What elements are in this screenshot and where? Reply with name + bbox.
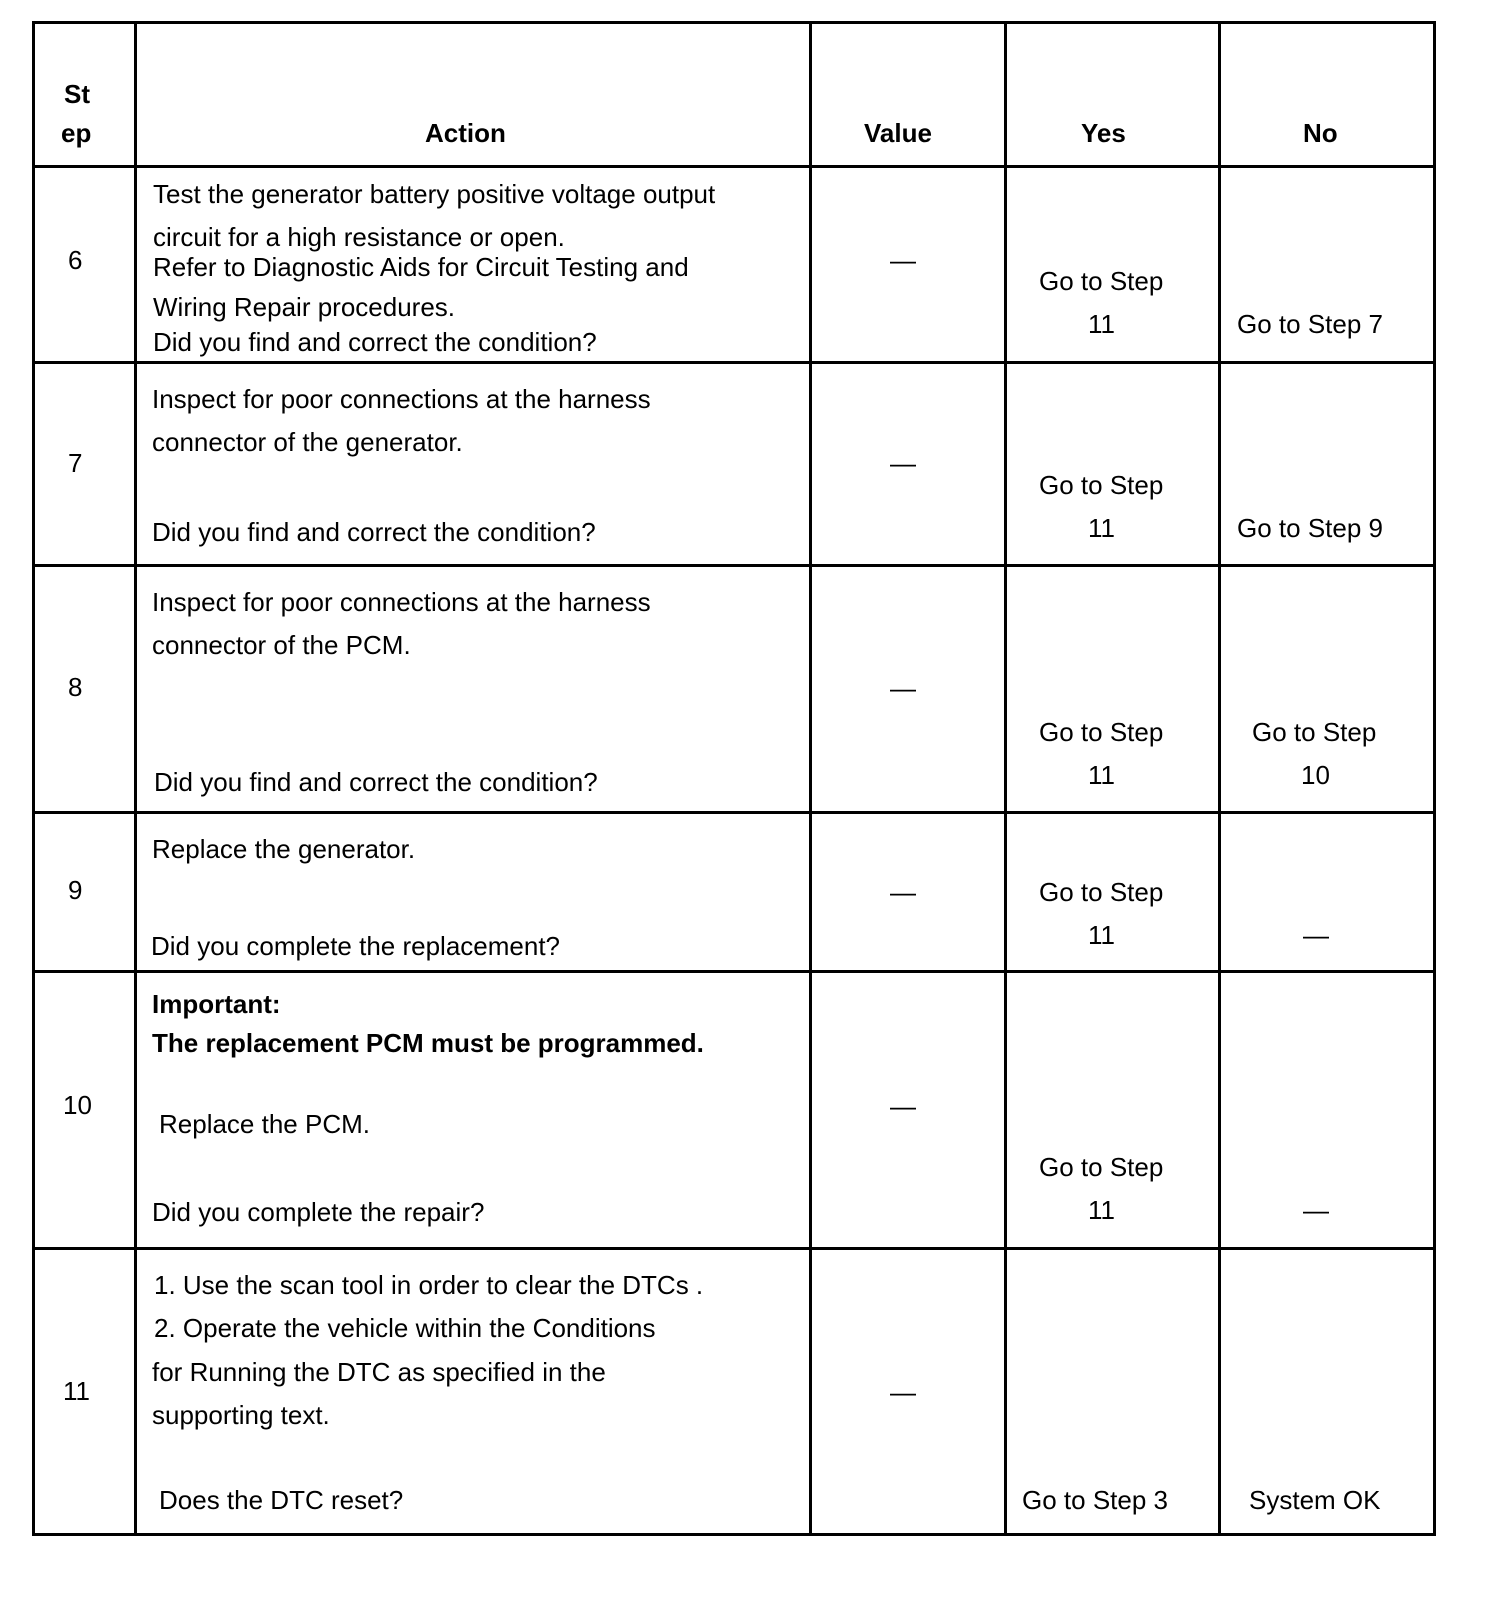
step-number: 9 bbox=[68, 875, 83, 905]
action-line: circuit for a high resistance or open. bbox=[153, 222, 565, 252]
action-line: 1. Use the scan tool in order to clear the DTCs . bbox=[154, 1270, 704, 1300]
table-row bbox=[34, 566, 1435, 813]
header-no-cell bbox=[1220, 23, 1435, 167]
yes-cell bbox=[1006, 972, 1220, 1249]
value-dash: — bbox=[890, 1377, 916, 1407]
value-dash: — bbox=[890, 448, 916, 478]
important-text: The replacement PCM must be programmed. bbox=[152, 1028, 704, 1058]
action-cell bbox=[136, 167, 811, 363]
yes-line1: Go to Step bbox=[1039, 1152, 1164, 1182]
value-dash: — bbox=[890, 673, 916, 703]
yes-line1: Go to Step bbox=[1039, 717, 1164, 747]
diagnostic-table bbox=[32, 21, 1436, 1536]
yes-cell bbox=[1006, 1249, 1220, 1535]
action-line: Refer to Diagnostic Aids for Circuit Testing and bbox=[153, 252, 689, 282]
yes-line2: 11 bbox=[1088, 760, 1115, 790]
value-cell bbox=[811, 566, 1006, 813]
value-dash: — bbox=[890, 245, 916, 275]
value-dash: — bbox=[890, 877, 916, 907]
step-cell bbox=[34, 813, 136, 972]
action-line: Inspect for poor connections at the harness bbox=[152, 384, 651, 414]
header-step-line1: St bbox=[64, 79, 90, 109]
yes-line2: 11 bbox=[1088, 920, 1115, 950]
step-cell bbox=[34, 566, 136, 813]
no-dash: — bbox=[1303, 1195, 1329, 1225]
header-value-cell bbox=[811, 23, 1006, 167]
action-line: supporting text. bbox=[152, 1400, 330, 1430]
table-row bbox=[34, 972, 1435, 1249]
header-value: Value bbox=[864, 118, 932, 148]
no-line1: Go to Step 7 bbox=[1237, 309, 1383, 339]
yes-line1: Go to Step bbox=[1039, 266, 1164, 296]
yes-line1: Go to Step bbox=[1039, 470, 1164, 500]
step-number: 8 bbox=[68, 672, 83, 702]
yes-line2: 11 bbox=[1088, 513, 1115, 543]
yes-line1: Go to Step 3 bbox=[1022, 1485, 1168, 1515]
no-cell bbox=[1220, 363, 1435, 566]
no-dash: — bbox=[1303, 920, 1329, 950]
step-number: 10 bbox=[63, 1090, 92, 1120]
yes-cell bbox=[1006, 167, 1220, 363]
value-cell bbox=[811, 167, 1006, 363]
table-row bbox=[34, 167, 1435, 363]
table-row bbox=[34, 363, 1435, 566]
action-line: Did you find and correct the condition? bbox=[154, 767, 598, 797]
yes-cell bbox=[1006, 363, 1220, 566]
header-action: Action bbox=[425, 118, 506, 148]
no-line1: Go to Step bbox=[1252, 717, 1377, 747]
header-yes-cell bbox=[1006, 23, 1220, 167]
action-line: Inspect for poor connections at the harness bbox=[152, 587, 651, 617]
action-line: for Running the DTC as specified in the bbox=[152, 1357, 606, 1387]
no-cell bbox=[1220, 1249, 1435, 1535]
value-cell bbox=[811, 972, 1006, 1249]
action-line: Did you complete the repair? bbox=[152, 1197, 485, 1227]
step-cell bbox=[34, 972, 136, 1249]
action-line: Test the generator battery positive voltage output bbox=[153, 179, 716, 209]
no-cell bbox=[1220, 813, 1435, 972]
no-line1: System OK bbox=[1249, 1485, 1381, 1515]
no-cell bbox=[1220, 566, 1435, 813]
action-line: Does the DTC reset? bbox=[159, 1485, 404, 1515]
no-line2: 10 bbox=[1301, 760, 1330, 790]
value-dash: — bbox=[890, 1091, 916, 1121]
no-cell bbox=[1220, 167, 1435, 363]
yes-line2: 11 bbox=[1088, 309, 1115, 339]
action-cell bbox=[136, 1249, 811, 1535]
action-line: Did you find and correct the condition? bbox=[153, 327, 597, 357]
action-line: connector of the PCM. bbox=[152, 630, 411, 660]
value-cell bbox=[811, 1249, 1006, 1535]
value-cell bbox=[811, 363, 1006, 566]
header-step-cell bbox=[34, 23, 136, 167]
header-step-line2: ep bbox=[61, 118, 92, 148]
action-line: connector of the generator. bbox=[152, 427, 463, 457]
table-row bbox=[34, 1249, 1435, 1535]
step-number: 6 bbox=[68, 245, 83, 275]
action-cell bbox=[136, 363, 811, 566]
step-cell bbox=[34, 1249, 136, 1535]
action-cell bbox=[136, 972, 811, 1249]
action-line: 2. Operate the vehicle within the Conditions bbox=[154, 1313, 656, 1343]
yes-cell bbox=[1006, 813, 1220, 972]
action-line: Replace the generator. bbox=[152, 834, 416, 864]
value-cell bbox=[811, 813, 1006, 972]
yes-line2: 11 bbox=[1088, 1195, 1115, 1225]
no-cell bbox=[1220, 972, 1435, 1249]
yes-line1: Go to Step bbox=[1039, 877, 1164, 907]
step-number: 7 bbox=[68, 448, 83, 478]
action-line: Did you complete the replacement? bbox=[151, 931, 561, 961]
step-cell bbox=[34, 363, 136, 566]
step-cell bbox=[34, 167, 136, 363]
header-yes: Yes bbox=[1081, 118, 1126, 148]
step-number: 11 bbox=[63, 1376, 90, 1406]
action-line: Wiring Repair procedures. bbox=[153, 292, 456, 322]
no-line1: Go to Step 9 bbox=[1237, 513, 1383, 543]
yes-cell bbox=[1006, 566, 1220, 813]
header-action-cell bbox=[136, 23, 811, 167]
action-line: Replace the PCM. bbox=[159, 1109, 370, 1139]
important-label: Important: bbox=[152, 989, 281, 1019]
table-header-row bbox=[34, 23, 1435, 167]
action-cell bbox=[136, 813, 811, 972]
header-no: No bbox=[1303, 118, 1338, 148]
action-line: Did you find and correct the condition? bbox=[152, 517, 596, 547]
action-cell bbox=[136, 566, 811, 813]
table-row bbox=[34, 813, 1435, 972]
